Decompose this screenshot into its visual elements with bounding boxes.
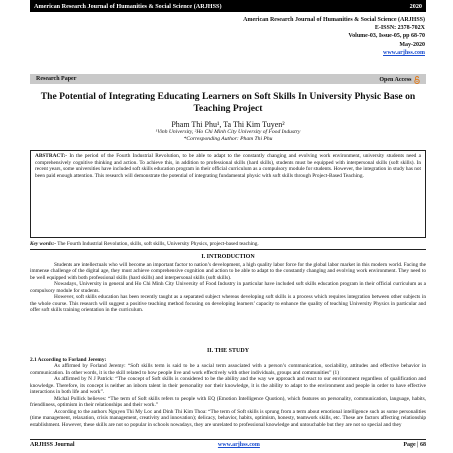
study-paragraph: As affirmed by Forland Jeremy: “Soft skills term is said to be a social term associated with a person’s communication, sociability, attitudes and effective behavior in communication. In other words, it is the skill related to how people live and work effectively with other individuals, groups and communities” (1) xyxy=(30,363,426,376)
paper-type-bar xyxy=(30,74,426,84)
study-paragraph: Michal Pollick believes: “The term of Soft skills refers to people with EQ (Emotion Intelligence Quotion), which features on personality, communication, language, habits, friendliness, optimism in their relationships and their work.” xyxy=(30,395,426,409)
meta-volume: Volume-03, Issue-05, pp 68-70 xyxy=(348,33,425,40)
abstract-text: In the period of the Fourth Industrial Revolution, to be able to adapt to the constantly changing and evolving work environment, university students need a comprehensively cognitive thinking and action. To achieve this, in addition to professional skills (hard skills), students must be equipped with interpersonal skills (soft skills). In recent years, some universities have included soft skills education program in their official curriculum as a compulsory module for students. However, the integration in study has not been paid enough attention. This research will demonstrate the potential of integrating fundamental physic with soft skills through Project-Based Teaching. xyxy=(35,153,421,179)
keywords xyxy=(30,241,426,250)
subsection-heading: 2.1 According to Forland Jeremy: xyxy=(30,357,107,363)
introduction-paragraph: Students are intellectuals who will become an important factor to nation’s development, a high quality labor force for the global labor market in this modern world. Facing the immense challenge of the digital age, they must achieve comprehensive cognition and action to be able to adapt to the constantly changing and evolving work environment. They need to be well equipped with both professional skills (hard skills) and interpersonal skills (soft skills). xyxy=(30,262,426,281)
open-access-label xyxy=(379,76,420,83)
meta-url-link[interactable]: www.arjhss.com xyxy=(383,49,425,56)
open-access-text: Open Access xyxy=(379,76,412,83)
paper-title: The Potential of Integrating Educating Learners on Soft Skills In University Physic Base on Teaching Project xyxy=(40,91,416,114)
paper-type-label: Research Paper xyxy=(36,76,77,82)
section-heading-introduction: I. INTRODUCTION xyxy=(201,254,255,260)
meta-issn: E-ISSN: 2378-702X xyxy=(374,25,425,32)
affiliation-line: ¹Vinh University, ²Ho Chi Minh City University of Food Industry xyxy=(155,129,301,135)
study-paragraph: As affirmed by N J Patrick: “The concept of Soft skills is considered to be the ability and the way we approach and react to our environment regardless of qualification and knowledge. Therefore, its concept is neither an inborn talent in their personality nor their knowledge, it is the ability to adapt to the environment and people in order to have effective interactions in both life and work”. xyxy=(30,376,426,396)
corresponding-author: *Corresponding Author: Pham Thi Phu xyxy=(183,136,273,142)
journal-header-title: American Research Journal of Humanities & Social Science (ARJHSS) xyxy=(34,2,222,10)
author-affiliations xyxy=(40,129,416,143)
meta-date: May-2020 xyxy=(399,41,425,48)
study-paragraph: According to the authors Nguyen Thi My Loc and Dinh Thi Kim Thoa: “The term of Soft skills is sprung from a term about emotional intelligence such as some personalities (time management, relaxation, crisis management, creativity and innovation); delicacy, behavior, habits, optimism, honesty, teamwork skills, etc. These are factors affecting relationship establishment. However, these skills are not so popular in schools nowadays, they are unrelated to professional knowledge and untouchable but they are not so special and they xyxy=(30,408,426,428)
footer-journal: ARJHSS Journal xyxy=(30,442,75,448)
journal-header-year: 2020 xyxy=(409,2,422,10)
study-body xyxy=(30,357,426,428)
keywords-label: Key words:- xyxy=(30,241,57,247)
journal-meta xyxy=(243,16,425,57)
introduction-body xyxy=(30,262,426,314)
keywords-text: The Fourth Industrial Revolution, skills, soft skills, University Physics, project-based teaching. xyxy=(57,241,259,247)
introduction-paragraph: However, soft skills education has been recently taught as a separated subject whereas developing soft skills is a process which requires integration between other subjects in the whole course. This research will suggest a positive teaching method focusing on developing learners’ capacity to enhance the quality of teaching University Physics in particular and offer soft skills training orientation in the curriculum. xyxy=(30,294,426,314)
journal-header-bar xyxy=(30,0,426,12)
abstract-label: ABSTRACT:- xyxy=(35,153,67,159)
footer-page-number: Page | 68 xyxy=(403,442,426,448)
footer-url-link[interactable]: www.arjhss.com xyxy=(217,442,260,448)
introduction-paragraph: Nowadays, University in general and Ho Chi Minh City University of Food Industry in particular have included soft skills education program in their official curriculum as a compulsory module for students. xyxy=(30,281,426,294)
abstract-box xyxy=(30,150,426,238)
meta-journal: American Research Journal of Humanities & Social Science (ARJHSS) xyxy=(243,17,425,23)
page-footer xyxy=(30,439,426,448)
paper-authors: Pham Thi Phu¹, Ta Thi Kim Tuyen² xyxy=(171,120,285,129)
section-heading-study: II. THE STUDY xyxy=(206,348,250,354)
open-access-lock-icon xyxy=(414,76,420,83)
